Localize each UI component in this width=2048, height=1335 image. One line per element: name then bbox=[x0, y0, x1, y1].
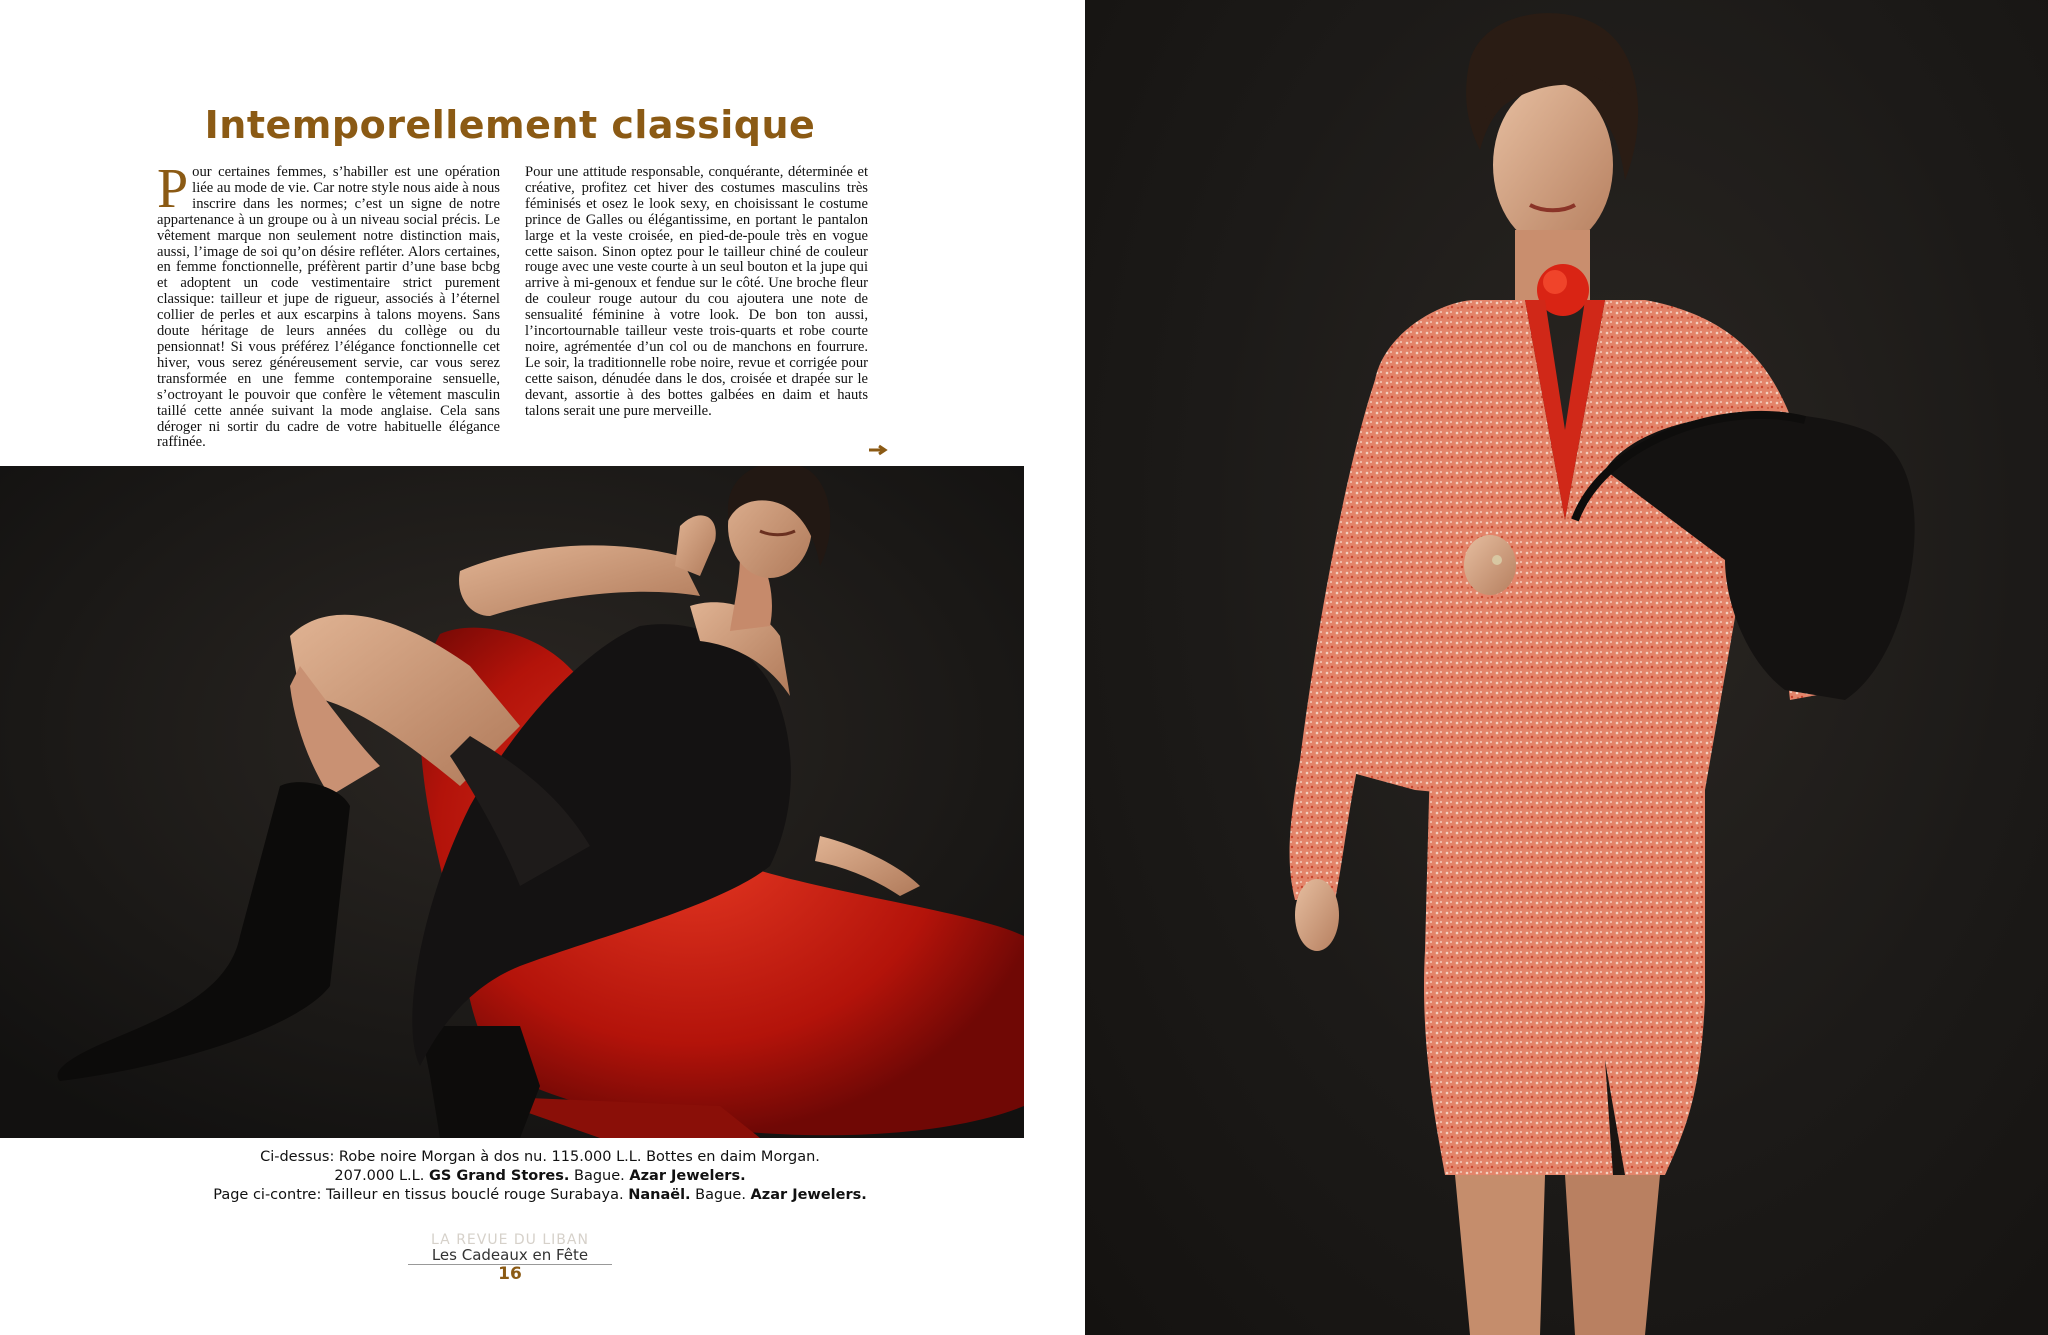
standing-model-illustration bbox=[1085, 0, 2048, 1335]
photo-caption bbox=[150, 1148, 930, 1205]
caption-text: 207.000 L.L. bbox=[334, 1168, 429, 1184]
caption-store: GS Grand Stores. bbox=[428, 1168, 570, 1184]
column-left-text: our certaines femmes, s’habiller est une opération liée au mode de vie. Car notre style nous aide à nous inscrire dans les normes; c’est un signe de notre appartenance à un groupe ou à un niveau social précis. Le vêtement marque non seulement notre distinction mais, aussi, l’image de soi qu’on désire refléter. Alors certaines, en femme fonctionnelle, préfèrent partir d’une base bcbg et adoptent un code vestimentaire strict purement classique: tailleur et jupe de rigueur, associés à l’éternel collier de perles et aux escarpins à talons moyens. Sans doute héritage de leurs années du collège ou du pensionnat! Si vous préférez l’élégance fonctionnelle cet hiver, vous serez généreusement servie, car vous serez transformée en une femme contemporaine sensuelle, s’octroyant le pouvoir que confère le vêtement masculin taillé cette année suivant la mode anglaise. Cela sans déroger ni sortir du cadre de votre habituelle élégance raffinée. bbox=[157, 164, 500, 451]
magazine-name: LA REVUE DU LIBAN bbox=[431, 1232, 589, 1248]
photo-seated-model bbox=[0, 466, 1024, 1138]
caption-text: Bague. bbox=[569, 1168, 630, 1184]
caption-brand: Nanaël. bbox=[628, 1187, 691, 1203]
right-page-photo bbox=[1085, 0, 2048, 1335]
section-name: Les Cadeaux en Fête bbox=[408, 1247, 612, 1265]
page-footer bbox=[400, 1233, 620, 1283]
article-title: Intemporellement classique bbox=[204, 103, 816, 147]
caption-jeweler: Azar Jewelers. bbox=[629, 1168, 746, 1184]
continue-arrow-icon bbox=[868, 444, 890, 456]
article-column-left bbox=[157, 158, 500, 451]
drop-cap: P bbox=[157, 158, 189, 220]
page-number: 16 bbox=[498, 1264, 522, 1284]
article-column-right: Pour une attitude responsable, conquérante, déterminée et créative, profitez cet hiver des costumes masculins très féminisés et osez le look sexy, en choisissant le costume prince de Galles ou élégantissime, en portant le pantalon large et la veste croisée, en pied-de-poule très en vogue cette saison. Sinon optez pour le tailleur chiné de couleur rouge avec une veste courte à un seul bouton et la jupe qui arrive à mi-genoux et fendue sur le côté. Une broche fleur de couleur rouge autour du cou ajoutera une note de sensualité féminine à votre look. De bon ton aussi, l’incortournable tailleur veste trois-quarts et robe courte noire, agrémentée d’un col ou de manchons en fourrure. Le soir, la traditionnelle robe noire, revue et corrigée pour cette saison, dénudée dans le dos, croisée et drapée sur le devant, assortie à des bottes galbées en daim et hauts talons serait une pure merveille. bbox=[525, 164, 868, 419]
caption-line-2 bbox=[150, 1167, 930, 1186]
caption-text: Bague. bbox=[690, 1187, 751, 1203]
seated-model-illustration bbox=[0, 466, 1024, 1138]
caption-text: Page ci-contre: Tailleur en tissus bouclé rouge Surabaya. bbox=[213, 1187, 629, 1203]
caption-line-1: Ci-dessus: Robe noire Morgan à dos nu. 115.000 L.L. Bottes en daim Morgan. bbox=[260, 1149, 820, 1165]
caption-jeweler: Azar Jewelers. bbox=[750, 1187, 867, 1203]
caption-line-3 bbox=[150, 1186, 930, 1205]
